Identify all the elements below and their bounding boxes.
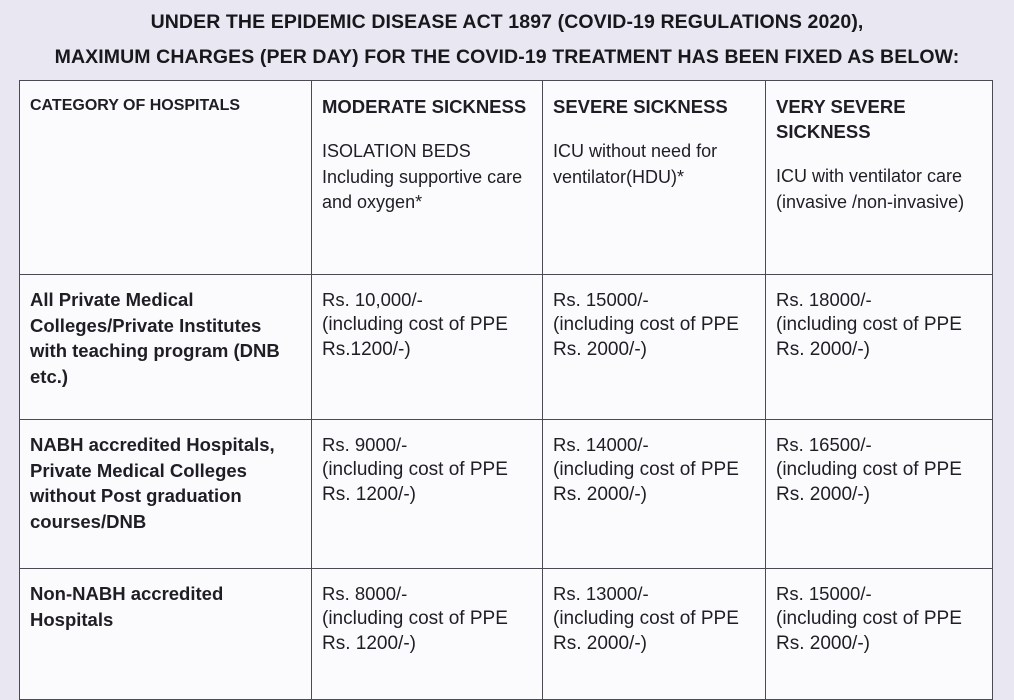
charge-amount: Rs. 15000/- bbox=[776, 583, 872, 604]
price-cell-very-severe bbox=[766, 275, 993, 420]
charge-amount: Rs. 9000/- bbox=[322, 434, 408, 455]
column-title-severe: SEVERE SICKNESS bbox=[553, 96, 728, 117]
charge-amount: Rs. 10,000/- bbox=[322, 289, 423, 310]
charge-amount: Rs. 16500/- bbox=[776, 434, 872, 455]
column-description-very-severe: ICU with ventilator care (invasive /non-invasive) bbox=[776, 166, 965, 212]
covid-treatment-charges-table bbox=[19, 80, 993, 700]
ppe-note: (including cost of PPE Rs. 1200/-) bbox=[322, 608, 508, 654]
hospital-category: NABH accredited Hospitals, Private Medical Colleges without Post graduation courses/DNB bbox=[30, 434, 275, 532]
price-cell-moderate bbox=[312, 275, 543, 420]
charge-amount: Rs. 15000/- bbox=[553, 289, 649, 310]
column-header-very-severe bbox=[766, 81, 993, 275]
charge-amount: Rs. 14000/- bbox=[553, 434, 649, 455]
category-cell bbox=[20, 569, 312, 700]
charge-amount: Rs. 8000/- bbox=[322, 583, 408, 604]
table-row bbox=[20, 275, 993, 420]
table-header-row bbox=[20, 81, 993, 275]
notice-heading-line-2: MAXIMUM CHARGES (PER DAY) FOR THE COVID-19 TREATMENT HAS BEEN FIXED AS BELOW: bbox=[54, 46, 960, 68]
charge-amount: Rs. 18000/- bbox=[776, 289, 872, 310]
price-cell-moderate bbox=[312, 569, 543, 700]
table-row bbox=[20, 420, 993, 569]
price-cell-severe bbox=[543, 275, 766, 420]
column-title-moderate: MODERATE SICKNESS bbox=[322, 96, 527, 117]
notice-heading-line-1: UNDER THE EPIDEMIC DISEASE ACT 1897 (COVID-19 REGULATIONS 2020), bbox=[150, 11, 864, 33]
ppe-note: (including cost of PPE Rs. 1200/-) bbox=[322, 459, 508, 505]
ppe-note: (including cost of PPE Rs. 2000/-) bbox=[553, 314, 739, 360]
price-cell-very-severe bbox=[766, 569, 993, 700]
price-cell-severe bbox=[543, 569, 766, 700]
price-cell-very-severe bbox=[766, 420, 993, 569]
ppe-note: (including cost of PPE Rs. 2000/-) bbox=[553, 459, 739, 505]
hospital-category: All Private Medical Colleges/Private Institutes with teaching program (DNB etc.) bbox=[30, 289, 280, 387]
category-header: CATEGORY OF HOSPITALS bbox=[30, 97, 241, 114]
ppe-note: (including cost of PPE Rs. 2000/-) bbox=[776, 608, 962, 654]
price-cell-severe bbox=[543, 420, 766, 569]
category-cell bbox=[20, 420, 312, 569]
category-header-cell bbox=[20, 81, 312, 275]
category-cell bbox=[20, 275, 312, 420]
ppe-note: (including cost of PPE Rs. 2000/-) bbox=[776, 314, 962, 360]
charge-amount: Rs. 13000/- bbox=[553, 583, 649, 604]
table-row bbox=[20, 569, 993, 700]
column-header-severe bbox=[543, 81, 766, 275]
column-header-moderate bbox=[312, 81, 543, 275]
column-description-moderate: ISOLATION BEDS Including supportive care and oxygen* bbox=[322, 141, 523, 212]
hospital-category: Non-NABH accredited Hospitals bbox=[30, 583, 224, 630]
ppe-note: (including cost of PPE Rs. 2000/-) bbox=[553, 608, 739, 654]
column-description-severe: ICU without need for ventilator(HDU)* bbox=[553, 141, 718, 187]
ppe-note: (including cost of PPE Rs.1200/-) bbox=[322, 314, 508, 360]
price-cell-moderate bbox=[312, 420, 543, 569]
column-title-very-severe: VERY SEVERE SICKNESS bbox=[776, 96, 906, 142]
ppe-note: (including cost of PPE Rs. 2000/-) bbox=[776, 459, 962, 505]
